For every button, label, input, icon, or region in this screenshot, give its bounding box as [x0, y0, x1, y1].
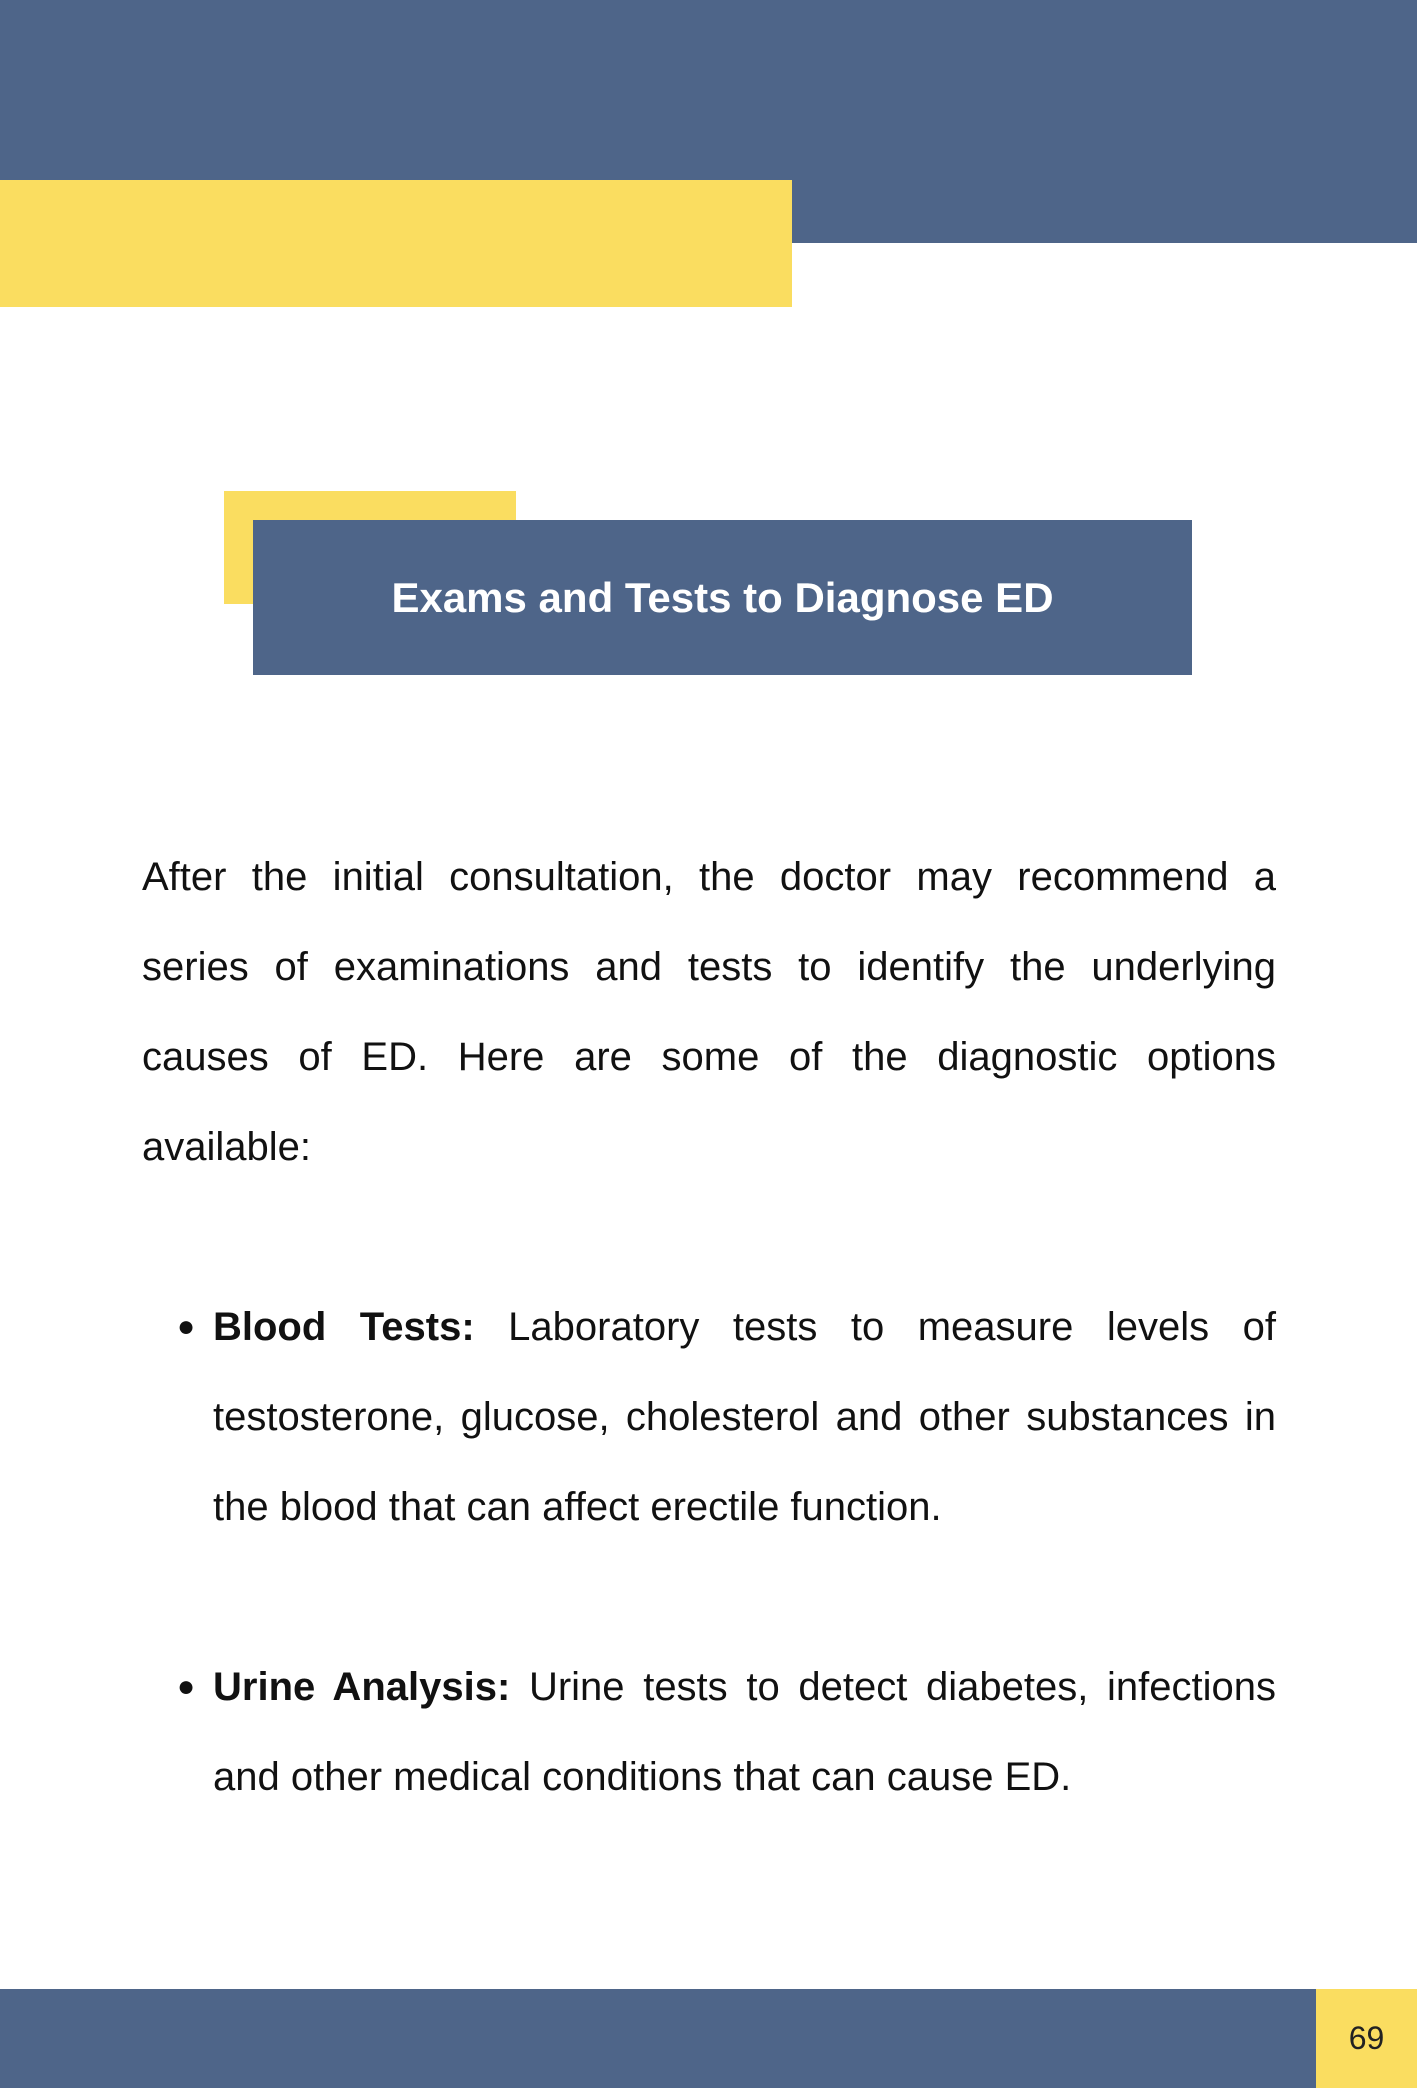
diagnostic-list — [142, 1282, 1276, 1822]
page-title: Exams and Tests to Diagnose ED — [391, 573, 1054, 621]
intro-paragraph: After the initial consultation, the doctor may recommend a series of examinations and tests to identify the underlying causes of ED. Here are some of the diagnostic options available: — [142, 855, 1276, 1169]
list-item — [142, 1642, 1276, 1822]
header-accent-bar — [0, 180, 792, 307]
list-item-text: Laboratory tests to measure levels of testosterone, glucose, cholesterol and other substances in the blood that can affect erectile function. — [213, 1305, 1276, 1529]
list-item-term: Urine Analysis: — [213, 1665, 511, 1709]
footer-band — [0, 1989, 1316, 2088]
title-banner — [253, 520, 1192, 675]
page-number: 69 — [1316, 1989, 1417, 2088]
list-item-text: Urine tests to detect diabetes, infections and other medical conditions that can cause ED. — [213, 1665, 1276, 1799]
list-item-term: Blood Tests: — [213, 1305, 475, 1349]
list-item — [142, 1282, 1276, 1552]
bullet-icon: ● — [177, 1670, 196, 1703]
bullet-icon: ● — [177, 1310, 196, 1343]
main-content — [142, 832, 1276, 1912]
